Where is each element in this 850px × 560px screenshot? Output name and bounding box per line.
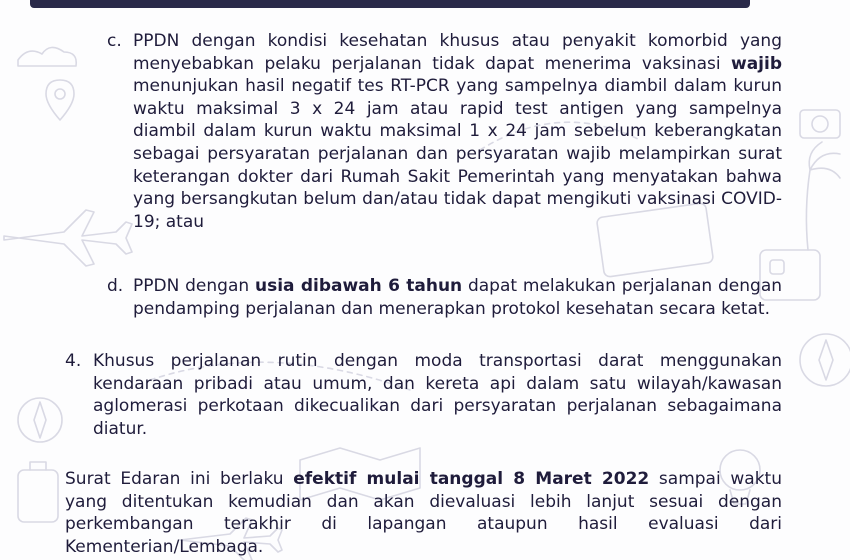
item-c-text [133, 30, 782, 233]
item-c-bold-wajib: wajib [731, 53, 782, 74]
item-d-text-part1: PPDN dengan [133, 276, 255, 296]
item-c-marker: c. [107, 31, 122, 51]
item-4-text [93, 350, 782, 440]
item-4-marker: 4. [65, 351, 82, 371]
closing-text-part1: Surat Edaran ini berlaku [65, 469, 294, 489]
item-d-text [133, 275, 782, 320]
item-4-text-body: Khusus perjalanan rutin dengan moda transportasi darat menggunakan kendaraan pribadi atau umum, dan kereta api dalam satu wilayah/kawasan aglomerasi perkotaan dikecualikan dari persyaratan perjalanan sebagaimana diatur. [93, 351, 782, 439]
closing-text-part2: sampai waktu yang ditentukan kemudian dan akan dievaluasi lebih lanjut sesuai dengan perkembangan terakhir di lapangan ataupun hasil evaluasi dari Kementerian/Lembaga. [65, 469, 782, 557]
item-d-marker: d. [107, 276, 124, 296]
item-c-text-part1: PPDN dengan kondisi kesehatan khusus atau penyakit komorbid yang menyebabkan pelaku perjalanan tidak dapat menerima vaksinasi [133, 31, 782, 74]
item-c-text-part2: menunjukan hasil negatif tes RT-PCR yang sampelnya diambil dalam kurun waktu maksimal 3 x 24 jam atau rapid test antigen yang sampelnya diambil dalam kurun waktu maksimal 1 x 24 jam sebelum keberangkatan sebagai persyaratan perjalanan dan persyaratan wajib melampirkan surat keterangan dokter dari Rumah Sakit Pemerintah yang menyatakan bahwa yang bersangkutan belum dan/atau tidak dapat mengikuti vaksinasi COVID-19; atau [133, 76, 782, 232]
closing-paragraph [65, 468, 782, 558]
closing-bold-date: efektif mulai tanggal 8 Maret 2022 [293, 469, 650, 489]
item-d-bold-age: usia dibawah 6 tahun [254, 276, 463, 296]
item-d-text-part2: dapat melakukan perjalanan dengan pendamping perjalanan dan menerapkan protokol kesehatan secara ketat. [133, 276, 783, 319]
